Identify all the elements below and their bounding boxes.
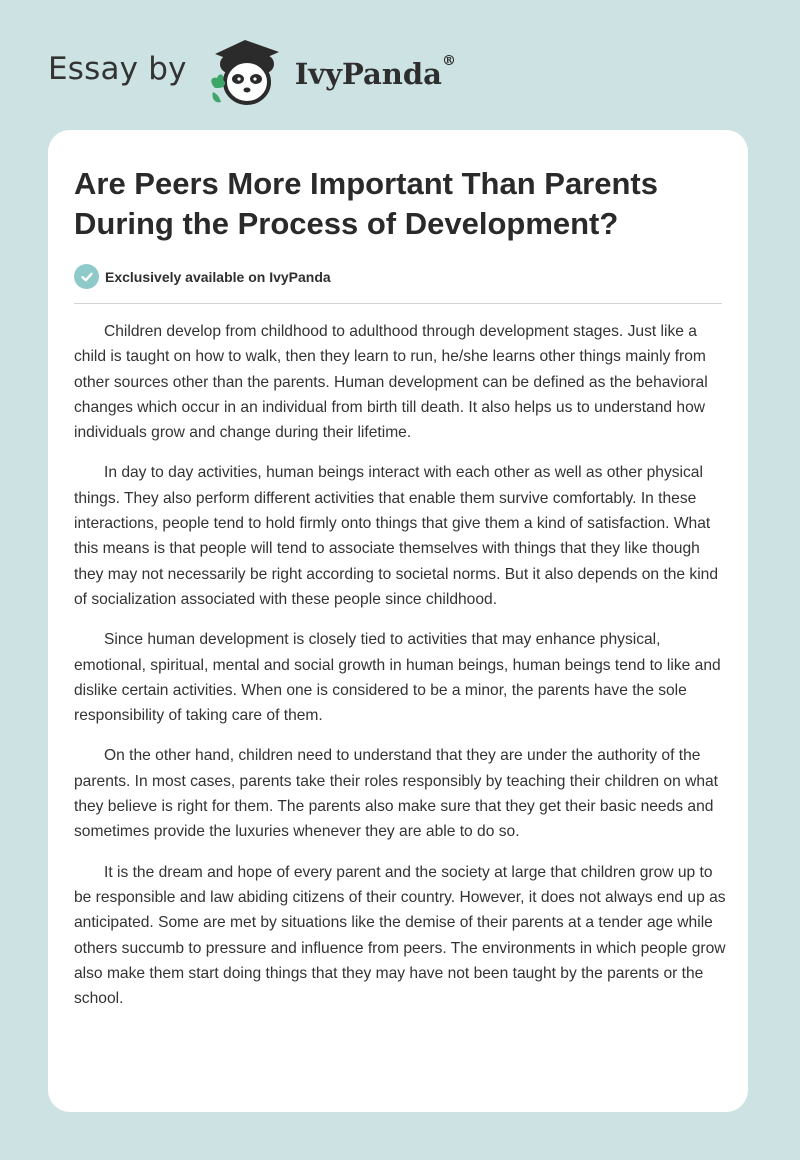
exclusive-badge (74, 264, 331, 289)
essay-card (48, 130, 748, 1112)
panda-graduate-logo-icon[interactable] (199, 32, 291, 112)
registered-mark: ® (441, 53, 456, 69)
check-circle-icon (74, 264, 99, 289)
paragraph: Since human development is closely tied to activities that may enhance physical, emotional, spiritual, mental and social growth in human beings, human beings tend to like and dislike certain activities. When one is considered to be a minor, the parents have the sole responsibility of taking care of them. (74, 631, 721, 725)
badge-text: Exclusively available on IvyPanda (105, 268, 331, 285)
essay-by-label: Essay by (48, 51, 187, 87)
essay-body (74, 319, 726, 1026)
paragraph: In day to day activities, human beings interact with each other as well as other physical things. They also perform different activities that enable them survive comfortably. In these interactions, people tend to hold firmly onto things that give them a kind of satisfaction. What this means is that people will tend to associate themselves with things that they like though they may not necessarily be right according to societal norms. But it also depends on the kind of socialization associated with these people since childhood. (74, 464, 719, 608)
paragraph: Children develop from childhood to adulthood through development stages. Just like a child is taught on how to walk, then they learn to run, he/she learns other things mainly from other sources other than the parents. Human development can be defined as the behavioral changes which occur in an individual from birth till death. It also helps us to understand how individuals grow and change during their lifetime. (74, 323, 708, 442)
paragraph: On the other hand, children need to understand that they are under the authority of the parents. In most cases, parents take their roles responsibly by teaching their children on what they believe is right for them. The parents also make sure that they get their basic needs and sometimes provide the luxuries whenever they are able to do so. (74, 747, 719, 841)
divider (74, 303, 722, 304)
site-header (48, 32, 508, 112)
brand-name[interactable]: IvyPanda® (294, 53, 456, 91)
paragraph: It is the dream and hope of every parent and the society at large that children grow up to be responsible and law abiding citizens of their country. However, it does not always end up as anticipated. Some are met by situations like the demise of their parents at a tender age while others succumb to pressure and influence from peers. The environments in which people grow also make them start doing things that they may have not been taught by the parents or the school. (74, 863, 726, 1008)
page-title: Are Peers More Important Than Parents During the Process of Development? (74, 166, 658, 241)
